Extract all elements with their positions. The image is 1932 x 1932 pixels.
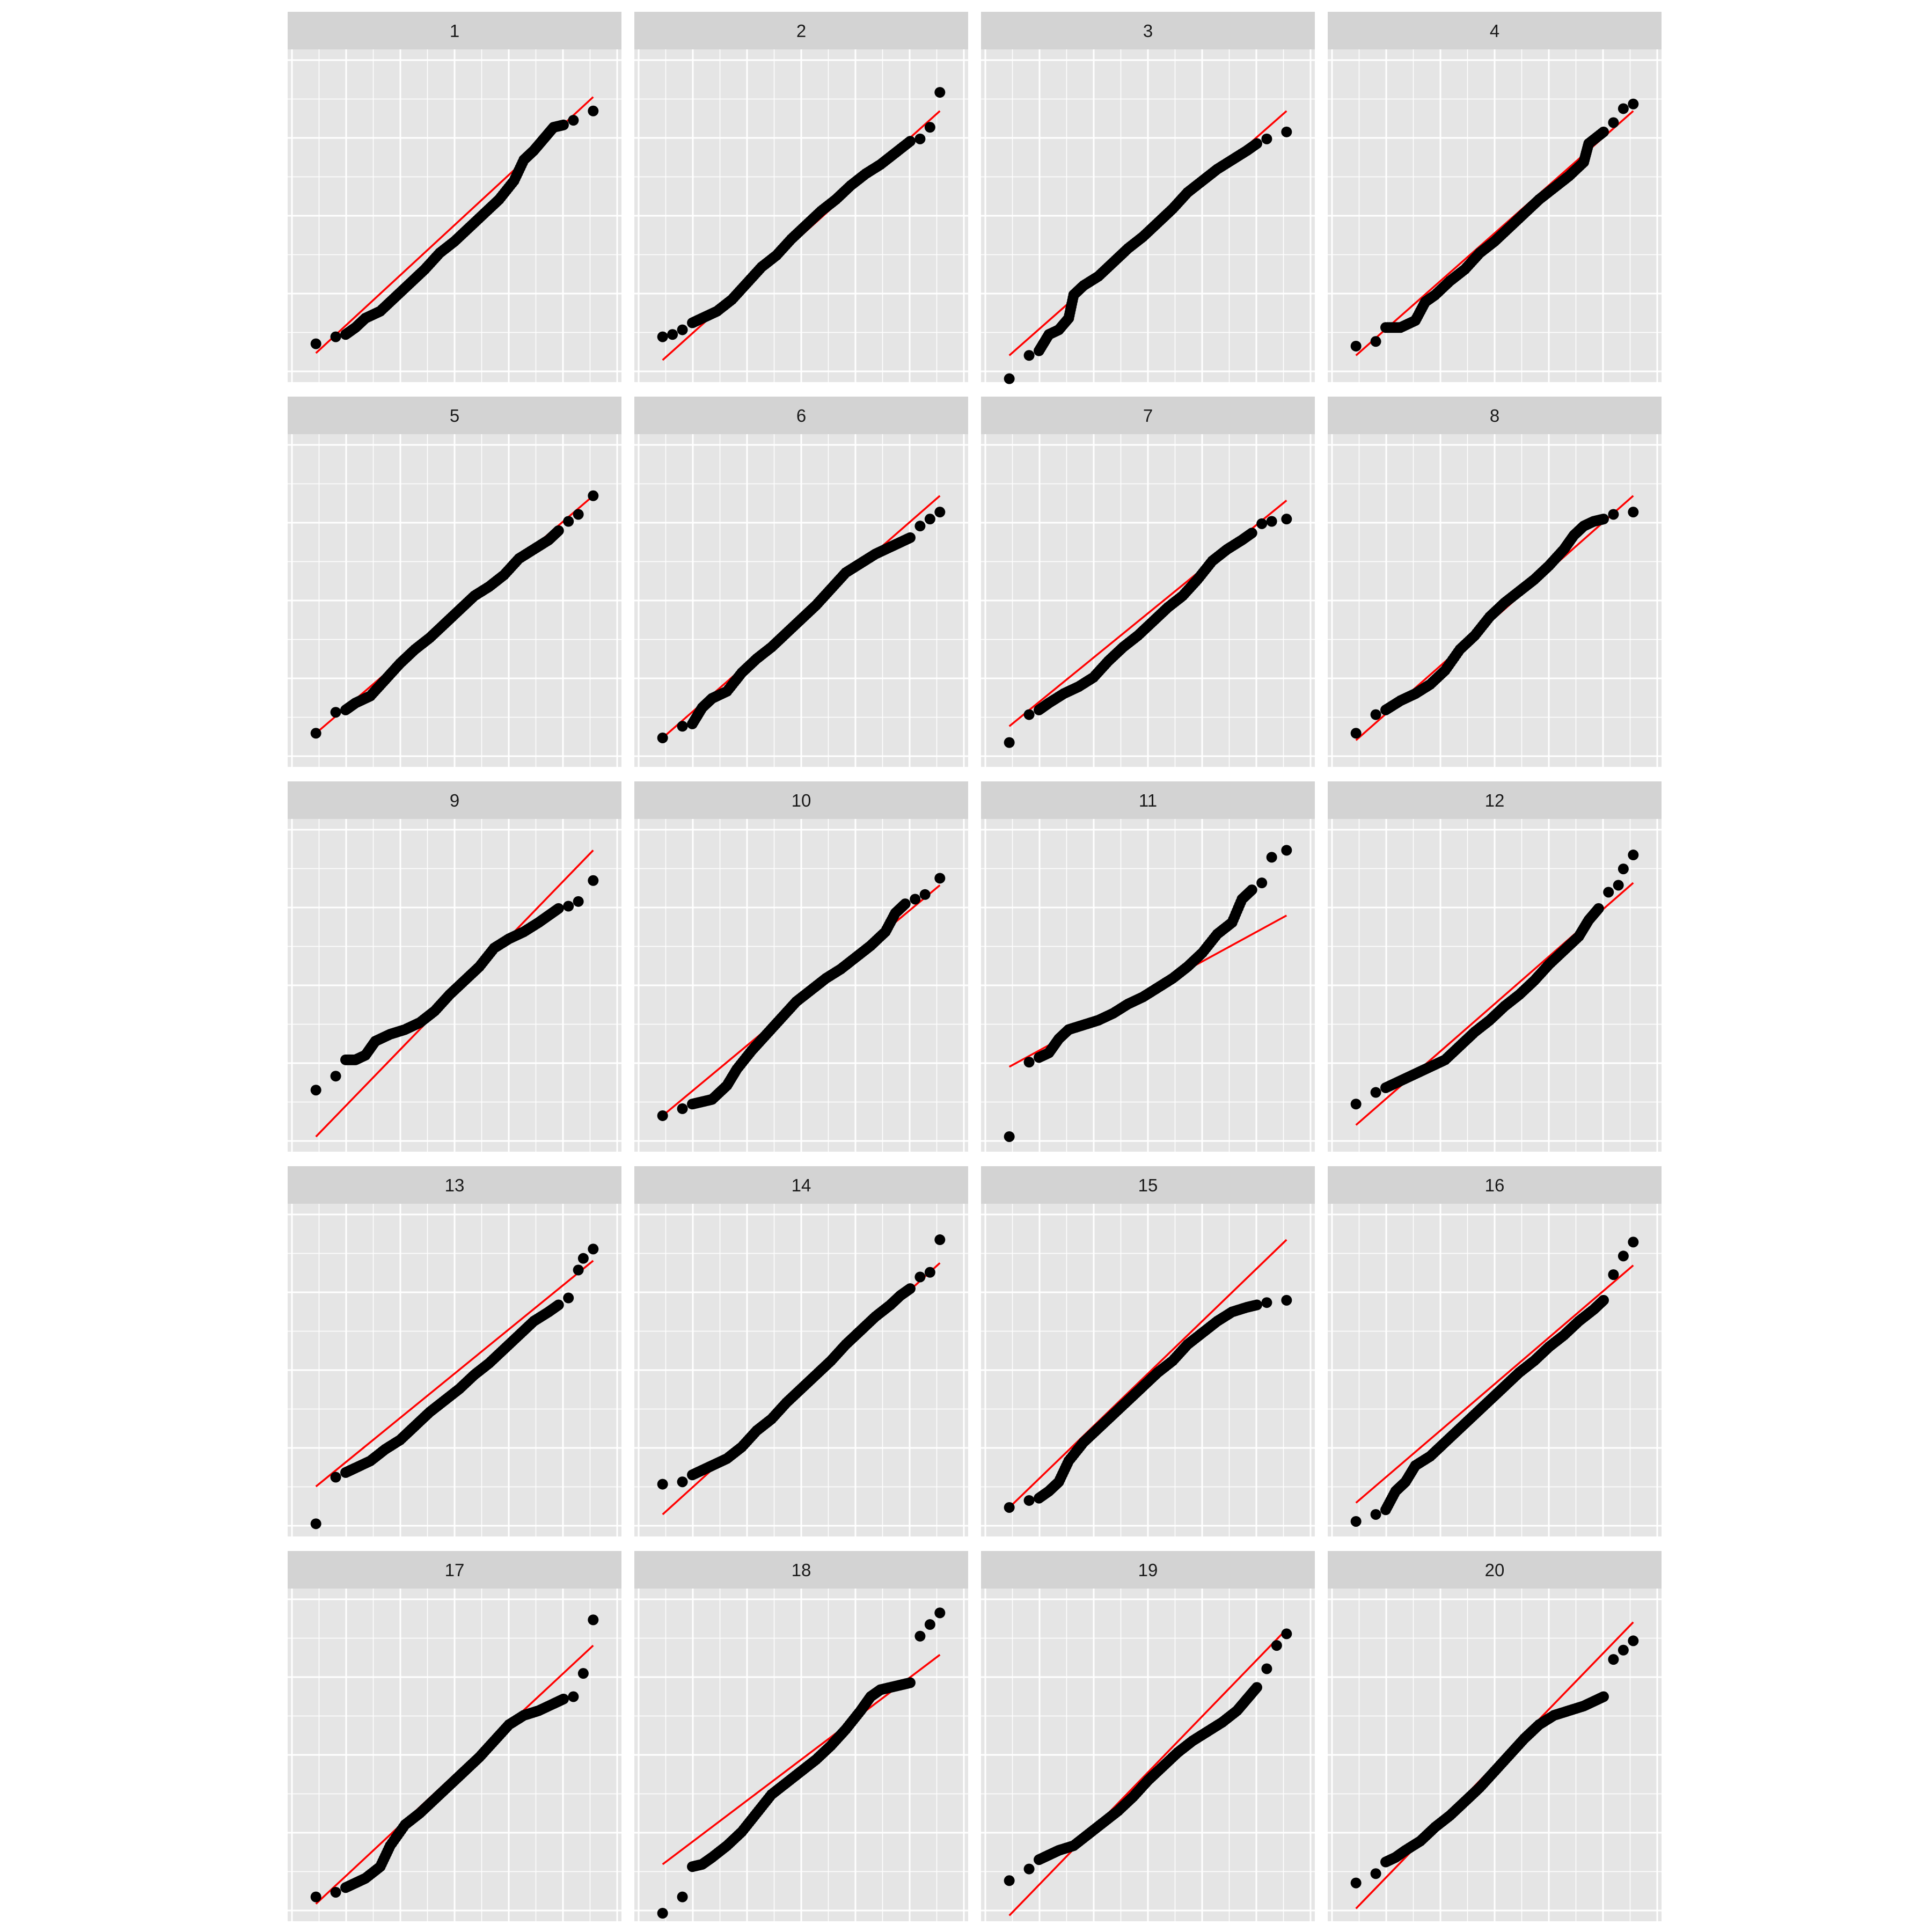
- data-point: [1371, 1868, 1381, 1879]
- data-point: [1004, 737, 1015, 748]
- facet-label: 3: [1143, 21, 1153, 41]
- facet-label: 7: [1143, 406, 1153, 426]
- data-point: [558, 1694, 569, 1704]
- data-point: [1628, 1236, 1638, 1247]
- facet-panel-3: [981, 12, 1315, 384]
- data-point: [1281, 1628, 1292, 1639]
- data-point: [1267, 852, 1277, 862]
- data-point: [311, 1892, 321, 1902]
- data-point: [1628, 507, 1638, 517]
- data-point: [1256, 518, 1267, 529]
- data-point: [1351, 341, 1362, 352]
- data-point: [925, 514, 935, 524]
- data-point: [1281, 845, 1292, 855]
- data-point: [657, 332, 668, 342]
- data-point: [1371, 1087, 1381, 1098]
- data-point: [920, 889, 931, 900]
- data-point: [311, 1518, 321, 1529]
- data-point: [1261, 1663, 1272, 1674]
- facet-panel-14: [634, 1166, 968, 1536]
- data-point: [1608, 1269, 1619, 1280]
- data-point: [331, 1071, 341, 1081]
- data-point: [1598, 1692, 1609, 1702]
- data-point: [925, 1619, 935, 1630]
- facet-label: 17: [444, 1560, 465, 1580]
- data-point: [563, 901, 574, 912]
- data-point: [578, 1253, 589, 1264]
- data-point: [1261, 1297, 1272, 1308]
- data-point: [934, 87, 945, 98]
- data-point: [1247, 528, 1257, 538]
- facet-panel-18: [634, 1551, 968, 1921]
- facet-label: 9: [449, 791, 460, 810]
- data-point: [1618, 1250, 1629, 1261]
- data-point: [1247, 884, 1257, 895]
- data-point: [1351, 1878, 1362, 1889]
- data-point: [553, 525, 564, 536]
- data-point: [934, 507, 945, 517]
- data-point: [311, 728, 321, 738]
- data-point: [914, 1271, 925, 1282]
- data-point: [1271, 1640, 1282, 1651]
- data-point: [1608, 117, 1619, 128]
- facet-label: 13: [444, 1175, 465, 1195]
- facet-label: 6: [796, 406, 807, 426]
- data-point: [588, 875, 598, 886]
- data-point: [311, 339, 321, 349]
- data-point: [1004, 1131, 1015, 1142]
- data-point: [1252, 138, 1262, 149]
- data-point: [925, 1267, 935, 1278]
- facet-label: 16: [1484, 1175, 1505, 1195]
- facet-label: 18: [791, 1560, 811, 1580]
- data-point: [573, 896, 584, 907]
- facet-label: 12: [1484, 791, 1505, 810]
- data-point: [1371, 709, 1381, 720]
- data-point: [1598, 127, 1609, 137]
- data-point: [1351, 1516, 1362, 1527]
- data-point: [677, 1476, 688, 1487]
- data-point: [905, 532, 916, 543]
- facet-label: 11: [1138, 791, 1158, 810]
- data-point: [905, 136, 916, 147]
- data-point: [1281, 1295, 1292, 1306]
- facet-label: 4: [1489, 21, 1500, 41]
- data-point: [1261, 134, 1272, 144]
- facet-panel-15: [981, 1166, 1315, 1536]
- facet-panel-20: [1328, 1551, 1662, 1921]
- data-point: [1281, 127, 1292, 137]
- data-point: [331, 332, 341, 342]
- facet-panel-19: [981, 1551, 1315, 1921]
- facet-panel-16: [1328, 1166, 1662, 1536]
- data-point: [1608, 1654, 1619, 1665]
- data-point: [558, 120, 569, 130]
- data-point: [1024, 1495, 1035, 1506]
- facet-label: 20: [1484, 1560, 1505, 1580]
- facet-label: 2: [796, 21, 807, 41]
- data-point: [1351, 728, 1362, 738]
- data-point: [1618, 863, 1629, 874]
- data-point: [677, 1103, 688, 1114]
- data-point: [677, 325, 688, 335]
- facet-panel-8: [1328, 397, 1662, 767]
- facet-panel-17: [288, 1551, 621, 1921]
- data-point: [1598, 514, 1609, 524]
- data-point: [1613, 880, 1624, 890]
- data-point: [934, 1607, 945, 1618]
- data-point: [1267, 516, 1277, 527]
- data-point: [331, 707, 341, 718]
- facet-panel-5: [288, 397, 621, 767]
- facet-label: 15: [1138, 1175, 1158, 1195]
- data-point: [1024, 709, 1035, 720]
- facet-panel-1: [288, 12, 621, 382]
- data-point: [578, 1668, 589, 1679]
- data-point: [1371, 336, 1381, 347]
- facet-panel-4: [1328, 12, 1662, 382]
- data-point: [905, 1678, 916, 1688]
- data-point: [900, 898, 911, 909]
- data-point: [1593, 903, 1604, 914]
- data-point: [1004, 1875, 1015, 1886]
- data-point: [588, 1243, 598, 1254]
- data-point: [1256, 877, 1267, 888]
- facet-panel-12: [1328, 781, 1662, 1152]
- data-point: [588, 491, 598, 501]
- data-point: [657, 1110, 668, 1121]
- data-point: [657, 1479, 668, 1490]
- data-point: [1598, 1295, 1609, 1306]
- facet-panel-11: [981, 781, 1315, 1152]
- data-point: [1608, 509, 1619, 519]
- data-point: [914, 521, 925, 531]
- data-point: [573, 509, 584, 519]
- data-point: [1004, 374, 1015, 384]
- data-point: [905, 1283, 916, 1294]
- data-point: [588, 1614, 598, 1625]
- data-point: [1628, 850, 1638, 860]
- data-point: [1351, 1099, 1362, 1109]
- facet-panel-7: [981, 397, 1315, 767]
- data-point: [1004, 1502, 1015, 1513]
- facet-label: 19: [1138, 1560, 1158, 1580]
- facet-label: 8: [1489, 406, 1500, 426]
- data-point: [568, 115, 579, 126]
- data-point: [1603, 887, 1614, 897]
- data-point: [588, 106, 598, 116]
- data-point: [657, 1908, 668, 1919]
- data-point: [1024, 1057, 1035, 1067]
- data-point: [677, 721, 688, 731]
- data-point: [1618, 103, 1629, 114]
- data-point: [677, 1892, 688, 1902]
- data-point: [667, 329, 678, 340]
- data-point: [573, 1264, 584, 1275]
- facet-label: 10: [791, 791, 811, 810]
- data-point: [568, 1692, 579, 1702]
- data-point: [331, 1887, 341, 1898]
- data-point: [331, 1472, 341, 1483]
- data-point: [553, 903, 564, 914]
- facet-label: 5: [449, 406, 460, 426]
- facet-panel-9: [288, 781, 621, 1152]
- data-point: [910, 894, 920, 904]
- data-point: [1252, 1300, 1262, 1311]
- facet-panel-10: [634, 781, 968, 1152]
- data-point: [914, 134, 925, 144]
- data-point: [1628, 99, 1638, 109]
- facet-panel-13: [288, 1166, 621, 1536]
- data-point: [553, 1300, 564, 1311]
- data-point: [657, 733, 668, 743]
- facet-label: 1: [449, 21, 460, 41]
- data-point: [1281, 514, 1292, 524]
- data-point: [1024, 1864, 1035, 1875]
- data-point: [311, 1085, 321, 1095]
- data-point: [563, 1293, 574, 1304]
- data-point: [925, 122, 935, 133]
- data-point: [1371, 1509, 1381, 1520]
- data-point: [934, 1234, 945, 1245]
- data-point: [934, 873, 945, 883]
- data-point: [1252, 1682, 1262, 1693]
- facet-panel-2: [634, 12, 968, 382]
- facet-label: 14: [791, 1175, 811, 1195]
- data-point: [563, 516, 574, 527]
- data-point: [1024, 350, 1035, 361]
- facet-panel-6: [634, 397, 968, 767]
- data-point: [914, 1631, 925, 1642]
- data-point: [1628, 1635, 1638, 1646]
- data-point: [1618, 1645, 1629, 1656]
